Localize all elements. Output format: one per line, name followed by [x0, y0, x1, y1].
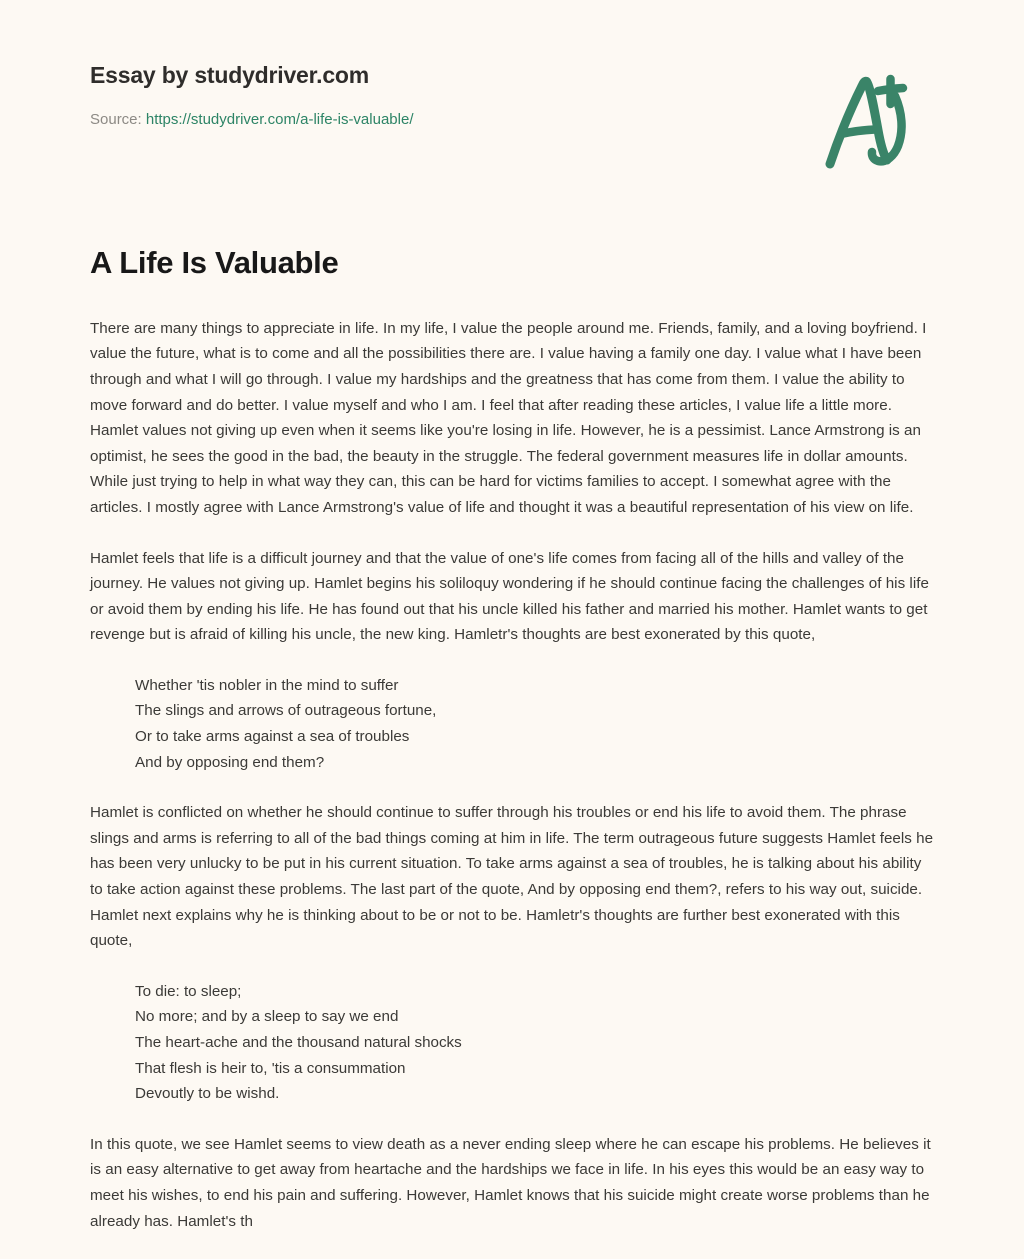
blockquote-2: [90, 979, 936, 1107]
essay-by-heading: Essay by studydriver.com: [90, 62, 370, 88]
blockquote-2-line-4: That flesh is heir to, 'tis a consummation: [135, 1059, 406, 1077]
blockquote-1-line-2: The slings and arrows of outrageous fortune,: [135, 702, 437, 720]
paragraph-3: Hamlet is conflicted on whether he should continue to suffer through his troubles or end his life to avoid them. The phrase slings and arms is referring to all of the bad things coming at him in life. The term outrageous future suggests Hamlet feels he has been very unlucky to be put in his current situation. To take arms against a sea of troubles, he is talking about his ability to take action against these problems. The last part of the quote, And by opposing end them?, refers to his way out, suicide. Hamlet next explains why he is thinking about to be or not to be. Hamletr's thoughts are further best exonerated with this quote,: [90, 804, 934, 950]
article-container: [0, 200, 1024, 1259]
article-body: [90, 316, 936, 1234]
blockquote-2-line-1: To die: to sleep;: [135, 982, 242, 1000]
page-title: A Life Is Valuable: [90, 245, 339, 280]
studydriver-aplus-logo-icon: [812, 68, 922, 176]
source-label: Source:: [90, 110, 146, 128]
blockquote-1: [90, 673, 936, 775]
blockquote-1-line-4: And by opposing end them?: [135, 753, 325, 771]
blockquote-1-line-1: Whether 'tis nobler in the mind to suffer: [135, 676, 399, 694]
article-inner: [0, 244, 1024, 1234]
blockquote-2-line-3: The heart-ache and the thousand natural shocks: [135, 1034, 462, 1051]
blockquote-2-line-5: Devoutly to be wishd.: [135, 1085, 280, 1103]
blockquote-2-line-2: No more; and by a sleep to say we end: [135, 1008, 399, 1026]
paragraph-1: There are many things to appreciate in life. In my life, I value the people around me. Friends, family, and a loving boyfriend. I value the future, what is to come and all the possibilities there are. I value having a family one day. I value what I have been through and what I will go through. I value my hardships and the greatness that has come from them. I value the ability to move forward and do better. I value myself and who I am. I feel that after reading these articles, I value life a little more. Hamlet values not giving up even when it seems like you're losing in life. However, he is a pessimist. Lance Armstrong is an optimist, he sees the good in the bad, the beauty in the struggle. The federal government measures life in dollar amounts. While just trying to help in what way they can, this can be hard for victims families to accept. I somewhat agree with the articles. I mostly agree with Lance Armstrong's value of life and thought it was a beautiful representation of his view on life.: [90, 319, 927, 516]
source-url-link[interactable]: https://studydriver.com/a-life-is-valuable/: [145, 110, 414, 128]
header-text-group: [90, 62, 730, 129]
blockquote-1-line-3: Or to take arms against a sea of troubles: [135, 728, 410, 746]
paragraph-2: Hamlet feels that life is a difficult journey and that the value of one's life comes from facing all of the hills and valley of the journey. He values not giving up. Hamlet begins his soliloquy wondering if he should continue facing the challenges of his life or avoid them by ending his life. He has found out that his uncle killed his father and married his mother. Hamlet wants to get revenge but is afraid of killing his uncle, the new king. Hamletr's thoughts are best exonerated by this quote,: [90, 549, 929, 644]
page-header: [0, 0, 1024, 200]
paragraph-4: In this quote, we see Hamlet seems to view death as a never ending sleep where he can escape his problems. He believes it is an easy alternative to get away from heartache and the hardships we face in life. In his eyes this would be an easy way to meet his wishes, to end his pain and suffering. However, Hamlet knows that his suicide might create worse problems than he already has. Hamlet's th: [90, 1135, 931, 1230]
source-line: [90, 110, 730, 130]
